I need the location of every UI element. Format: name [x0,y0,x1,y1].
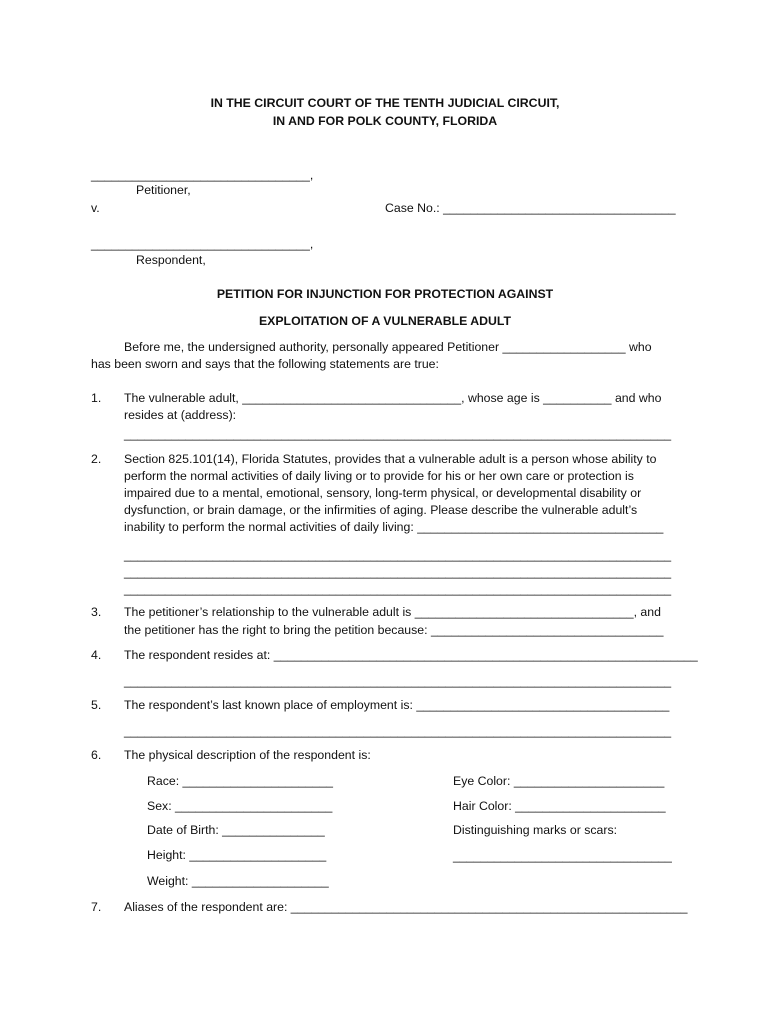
respondent-name-field[interactable]: ________________________________, [91,237,314,251]
item2-line4: dysfunction, or brain damage, or the infirmities of aging. Please describe the vulnerable adult’s [124,503,638,517]
eye-color-field[interactable]: Eye Color: ______________________ [453,774,665,788]
vulnerable-adult-address-field[interactable]: ________________________________________________________________________________ [124,427,672,441]
item1-line1: The vulnerable adult, ________________________________, whose age is __________ and who [124,391,662,405]
petitioner-name-field[interactable]: ________________________________, [91,168,314,182]
item-number-6: 6. [91,748,102,762]
height-field[interactable]: Height: ____________________ [147,848,327,862]
versus-label: v. [91,201,100,215]
respondent-label: Respondent, [136,253,206,267]
sex-field[interactable]: Sex: _______________________ [147,799,333,813]
item-number-7: 7. [91,900,102,914]
daily-living-field-1[interactable]: ________________________________________________________________________________ [124,548,672,562]
petitioner-label: Petitioner, [136,183,191,197]
date-of-birth-field[interactable]: Date of Birth: _______________ [147,823,325,837]
respondent-residence-field[interactable]: The respondent resides at: ______________________________________________________________ [124,648,698,662]
item1-line2: resides at (address): [124,408,237,422]
hair-color-field[interactable]: Hair Color: ______________________ [453,799,666,813]
distinguishing-marks-label: Distinguishing marks or scars: [453,823,618,837]
item-number-4: 4. [91,648,102,662]
petition-title-line1: PETITION FOR INJUNCTION FOR PROTECTION AGAINST [216,287,554,301]
petition-title-line2: EXPLOITATION OF A VULNERABLE ADULT [258,314,512,328]
item-number-1: 1. [91,391,102,405]
intro-line1: Before me, the undersigned authority, personally appeared Petitioner __________________ who [124,340,652,354]
respondent-employment-field-2[interactable]: ________________________________________________________________________________ [124,724,672,738]
item-number-5: 5. [91,698,102,712]
item2-line5[interactable]: inability to perform the normal activities of daily living: ____________________________________ [124,520,664,534]
intro-line2: has been sworn and says that the following statements are true: [91,357,439,371]
item-number-2: 2. [91,452,102,466]
item2-line3: impaired due to a mental, emotional, sensory, long-term physical, or developmental disability or [124,486,642,500]
item3-line1[interactable]: The petitioner’s relationship to the vulnerable adult is ________________________________, and [124,605,661,619]
race-field[interactable]: Race: ______________________ [147,774,333,788]
respondent-residence-field-2[interactable]: ________________________________________________________________________________ [124,674,672,688]
respondent-aliases-field[interactable]: Aliases of the respondent are: __________________________________________________________ [124,900,688,914]
distinguishing-marks-field[interactable]: ________________________________ [453,849,672,863]
court-header-line1: IN THE CIRCUIT COURT OF THE TENTH JUDICIAL CIRCUIT, [210,96,560,110]
item-number-3: 3. [91,605,102,619]
weight-field[interactable]: Weight: ____________________ [147,874,329,888]
court-header-line2: IN AND FOR POLK COUNTY, FLORIDA [272,114,498,128]
daily-living-field-2[interactable]: ________________________________________________________________________________ [124,565,672,579]
item6-line1: The physical description of the respondent is: [124,748,371,762]
case-number-field[interactable]: Case No.: __________________________________ [385,201,676,215]
item3-line2[interactable]: the petitioner has the right to bring the petition because: __________________________________ [124,623,664,637]
item2-line1: Section 825.101(14), Florida Statutes, provides that a vulnerable adult is a person whose ability to [124,452,657,466]
respondent-employment-field[interactable]: The respondent’s last known place of employment is: _____________________________________ [124,698,670,712]
daily-living-field-3[interactable]: ________________________________________________________________________________ [124,582,672,596]
item2-line2: perform the normal activities of daily living or to provide for his or her own care or protection is [124,469,634,483]
